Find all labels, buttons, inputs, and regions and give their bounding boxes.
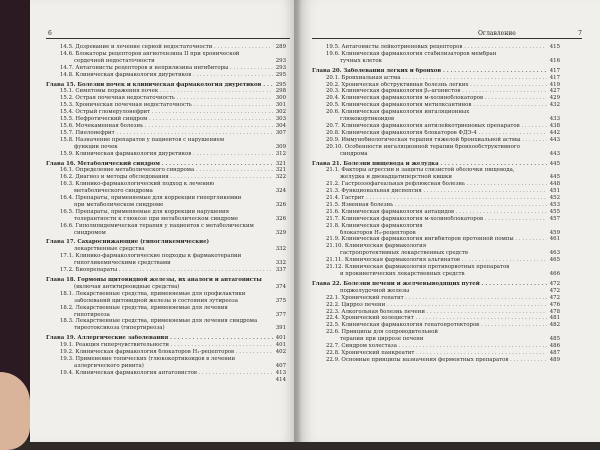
header-rule: [46, 38, 290, 39]
toc-entry-title: 16.2. Диагноз и методы обследования . . .: [60, 174, 273, 181]
toc-entry: [312, 271, 560, 278]
toc-entry: [46, 102, 286, 109]
toc-entry-page: 415: [549, 44, 560, 50]
toc-entry-page: 457: [549, 215, 560, 222]
toc-entry: [312, 250, 560, 257]
toc-entry-page: [283, 253, 286, 260]
toc-entry-title: 14.6. Блокаторы рецепторов ангиотензина II при хронической: [60, 50, 240, 57]
toc-entry-page: [557, 243, 560, 250]
toc-entry-page: 332: [275, 260, 286, 267]
toc-entry-page: 377: [275, 311, 286, 318]
toc-entry: [312, 230, 560, 237]
toc-entry-page: 481: [549, 315, 560, 322]
toc-entry: [46, 318, 286, 325]
toc-entry-title: 20.6. Клиническая фармакология ингаляционных: [326, 109, 470, 116]
toc-entry-page: 302: [275, 109, 286, 116]
toc-entry-page: 461: [549, 236, 560, 243]
toc-entry-page: 442: [549, 129, 560, 136]
toc-entry: [312, 223, 560, 230]
toc-entry-title: лекарственные средства: [74, 246, 145, 253]
toc-entry: [46, 230, 286, 237]
toc-entry: [46, 58, 286, 65]
toc-entry-page: 391: [275, 325, 286, 332]
toc-entry-page: 487: [549, 349, 560, 356]
toc-entry-title: 15.6. Мочекаменная болезнь . . .: [60, 123, 273, 130]
toc-entry-title: Глава 17. Сахароснижающие (гипогликемические): [46, 239, 210, 246]
toc-list: [312, 44, 560, 364]
toc-entry: [46, 209, 286, 216]
toc-chapter-entry: [312, 68, 560, 75]
toc-entry-page: 309: [275, 143, 286, 150]
toc-entry: [312, 167, 560, 174]
toc-entry-page: 417: [549, 67, 560, 74]
toc-entry: [312, 322, 560, 329]
toc-entry-page: 402: [275, 349, 286, 356]
toc-entry: [46, 223, 286, 230]
toc-entry-title: Глава 21. Болезни пищевода и желудка . . .: [312, 161, 547, 168]
toc-entry-title: 20.5. Клиническая фармакология метилксантинов . . .: [326, 102, 547, 109]
toc-entry: [46, 325, 286, 332]
toc-entry-title: 15.4. Острый гломерулонефрит . . .: [60, 109, 273, 116]
toc-entry-title: 19.3. Применение топических (глюкокортикоидов в лечении: [60, 355, 236, 362]
toc-entry-page: 417: [549, 74, 560, 81]
toc-entry-page: 413: [275, 369, 286, 376]
toc-entry-page: [283, 209, 286, 216]
toc-entry: [46, 356, 286, 363]
toc-entry-title: 21.10. Клиническая фармакология: [326, 243, 427, 250]
toc-entry-title: 15.7. Пиелонефрит . . .: [60, 130, 273, 137]
toc-entry: [46, 305, 286, 312]
toc-entry-page: 322: [275, 174, 286, 181]
toc-entry-title: тучных клеток: [340, 57, 382, 64]
toc-entry-page: 401: [275, 342, 286, 349]
toc-entry-title: 21.12. Клиническая фармакология противорвотных препаратов: [326, 264, 510, 271]
toc-entry-title: 21.1. Факторы агрессии и защиты слизистой оболочки пищевода,: [326, 167, 515, 174]
toc-chapter-entry: [312, 281, 560, 288]
toc-entry: [312, 329, 560, 336]
toc-entry: [46, 188, 286, 195]
toc-entry-page: [557, 223, 560, 230]
toc-entry: [46, 202, 286, 209]
toc-entry-title: 21.4. Гастрит . . .: [326, 195, 547, 202]
toc-entry-title: 16.6. Гиполипидемическая терапия у пациентов с метаболическим: [60, 222, 254, 229]
toc-entry-page: 465: [549, 257, 560, 264]
toc-entry: [46, 298, 286, 305]
toc-entry-page: 486: [549, 343, 560, 350]
toc-entry-page: 445: [549, 160, 560, 167]
toc-entry: [46, 144, 286, 151]
toc-entry-page: [283, 137, 286, 144]
toc-entry-page: [283, 181, 286, 188]
toc-entry: [312, 116, 560, 123]
toc-entry: [46, 246, 286, 253]
toc-entry-title: Глава 22. Болезни печени и желчевыводящих путей . . .: [312, 281, 547, 288]
toc-entry: [312, 264, 560, 271]
toc-entry: [46, 151, 286, 158]
toc-entry-title: (включая антитиреоидные средства): [74, 283, 180, 290]
toc-entry-title: 15.1. Симптомы поражения почек . . .: [60, 88, 273, 95]
toc-entry: [312, 295, 560, 302]
toc-entry: [46, 267, 286, 274]
toc-entry-title: 21.5. Язвенная болезнь . . .: [326, 202, 547, 209]
toc-entry-title: 14.8. Клиническая фармакология диуретиков . . .: [60, 72, 273, 79]
toc-entry-title: толерантности к глюкозе при метаболическом синдроме: [74, 215, 239, 222]
toc-entry: [312, 95, 560, 102]
toc-entry-page: [283, 318, 286, 325]
left-page: [30, 0, 298, 442]
toc-entry-page: 438: [549, 122, 560, 129]
toc-entry: [46, 65, 286, 72]
toc-entry: [312, 75, 560, 82]
toc-entry-page: 414: [275, 376, 286, 383]
toc-entry-title: гипогликемическими средствами: [74, 260, 171, 267]
toc-entry-title: 14.7. Антагонисты рецепторов и неприлизина ингибиторы . . .: [60, 65, 273, 72]
toc-entry-page: 459: [549, 229, 560, 236]
toc-entry-title: 20.7. Клиническая фармакология антилейкотриеновых препаратов . . .: [326, 123, 547, 130]
toc-entry-page: 476: [549, 301, 560, 308]
toc-entry-page: [283, 305, 286, 312]
toc-entry-title: 22.1. Хронический гепатит . . .: [326, 295, 547, 302]
toc-entry: [46, 44, 286, 51]
toc-entry-page: 321: [275, 167, 286, 174]
header-rule: [312, 38, 582, 39]
toc-entry-title: метаболического синдрома: [74, 188, 153, 195]
toc-entry-title: 16.1. Определение метаболического синдрома . . .: [60, 167, 273, 174]
toc-entry-page: 374: [275, 283, 286, 290]
toc-entry: [46, 253, 286, 260]
toc-chapter-entry: [46, 277, 286, 284]
toc-entry-title: 14.5. Дозревание и лечение серной недостаточности . . .: [60, 44, 273, 51]
toc-entry-title: и прокинетических лекарственных средств: [340, 271, 465, 277]
toc-entry: [312, 151, 560, 158]
toc-entry-page: 307: [275, 129, 286, 136]
toc-entry-title: 18.2. Лекарственные средства, применяемые для лечения: [60, 304, 228, 311]
toc-entry: [312, 88, 560, 95]
toc-entry: [46, 167, 286, 174]
toc-entry-title: 22.9. Основные принципы назначения ферментных препаратов . . .: [326, 357, 547, 364]
toc-entry: [312, 236, 560, 243]
toc-list: [46, 44, 286, 384]
toc-entry-title: 20.2. Хроническая обструктивная болезнь легких . . .: [326, 82, 547, 89]
toc-entry-title: функции почек: [74, 143, 118, 150]
toc-entry: [46, 284, 286, 291]
toc-entry-page: 451: [549, 188, 560, 195]
toc-entry-page: 300: [275, 95, 286, 102]
toc-entry: [46, 195, 286, 202]
toc-entry-page: [557, 109, 560, 116]
toc-entry: [312, 350, 560, 357]
toc-entry: [46, 72, 286, 79]
toc-entry-page: 452: [549, 195, 560, 202]
toc-entry-page: 466: [549, 271, 560, 277]
toc-entry: [312, 257, 560, 264]
toc-entry-title: Глава 16. Метаболический синдром . . .: [46, 161, 273, 168]
toc-entry-title: [74, 377, 273, 384]
toc-entry-page: [283, 223, 286, 230]
toc-entry-title: 20.10. Особенности ингаляционной терапии бронхообструктивного: [326, 143, 520, 150]
toc-entry-title: поджелудочной железы: [340, 287, 410, 294]
toc-entry-title: 15.3. Хроническая почечная недостаточность . . .: [60, 102, 273, 109]
toc-entry: [46, 260, 286, 267]
toc-entry: [46, 130, 286, 137]
toc-entry: [312, 343, 560, 350]
toc-entry-page: 455: [549, 208, 560, 215]
toc-entry: [312, 102, 560, 109]
toc-entry: [312, 144, 560, 151]
toc-entry-page: 482: [549, 322, 560, 329]
toc-entry-page: 427: [549, 88, 560, 95]
toc-entry-page: 433: [549, 116, 560, 123]
toc-entry-page: [557, 264, 560, 271]
toc-entry: [46, 116, 286, 123]
toc-entry-title: 15.5. Нефротический синдром . . .: [60, 116, 273, 123]
toc-entry: [312, 123, 560, 130]
toc-entry-page: 321: [275, 160, 286, 167]
toc-entry-title: Глава 20. Заболевания легких и бронхов . . .: [312, 68, 547, 75]
toc-entry: [312, 174, 560, 181]
toc-entry: [312, 188, 560, 195]
toc-entry-page: 485: [549, 336, 560, 343]
toc-entry: [46, 95, 286, 102]
toc-entry-title: 21.2. Гастроэзофагеальная рефлюксная болезнь . . .: [326, 181, 547, 188]
toc-entry: [312, 44, 560, 51]
toc-entry-title: 16.4. Препараты, применяемые для коррекции гипергликемии: [60, 195, 242, 202]
page-number: 6: [48, 30, 52, 37]
toc-entry-title: 21.7. Клиническая фармакология м-холиноблокаторов . . .: [326, 216, 547, 223]
toc-entry: [312, 130, 560, 137]
toc-entry-page: 332: [275, 246, 286, 253]
toc-entry-title: желудка и двенадцатиперстной кишки: [340, 174, 452, 181]
toc-entry: [312, 357, 560, 364]
toc-entry-title: Глава 18. Гормоны щитовидной железы, их аналоги и антагонисты: [46, 277, 262, 283]
toc-entry-page: 337: [275, 267, 286, 274]
toc-entry-title: 15.2. Острая почечная недостаточность . . .: [60, 95, 273, 102]
toc-entry-page: [557, 51, 560, 58]
toc-entry-page: 304: [275, 122, 286, 129]
toc-entry-title: аллергического ринита): [74, 362, 144, 369]
toc-entry: [46, 88, 286, 95]
toc-entry-title: 22.2. Цирроз печени . . .: [326, 302, 547, 309]
toc-entry-page: 448: [549, 181, 560, 188]
toc-entry-page: 293: [275, 64, 286, 71]
toc-entry-page: [283, 51, 286, 58]
running-header: Оглавление: [478, 30, 516, 37]
toc-entry-title: 19.1. Реакция гиперчувствительности . . .: [60, 342, 273, 349]
toc-entry-title: 19.2. Клиническая фармакология блокаторов H₁-рецепторов . . .: [60, 349, 273, 356]
toc-entry-title: заболеваний щитовидной железы и состояния эутиреоза: [74, 297, 238, 304]
toc-entry-title: блокаторов H₂-рецепторов: [340, 229, 416, 236]
toc-entry-title: 20.3. Клиническая фармакология β₂-агонистов . . .: [326, 88, 547, 95]
toc-entry-page: 293: [275, 57, 286, 64]
book-gutter: [294, 0, 302, 442]
toc-entry-title: 16.5. Препараты, применяемые для коррекции нарушения: [60, 208, 230, 215]
toc-entry: [46, 377, 286, 384]
toc-entry-title: 19.4. Клиническая фармакология антагонистов . . .: [60, 370, 273, 377]
toc-entry: [312, 181, 560, 188]
toc-entry-title: Глава 19. Аллергические заболевания . . .: [46, 335, 273, 342]
toc-entry-title: 18.3. Лекарственные средства, применяемые для лечения синдрома: [60, 318, 258, 325]
toc-entry-title: тиреотоксикоза (гипертиреоза): [74, 325, 165, 332]
toc-entry-page: 443: [549, 136, 560, 143]
toc-entry-page: [283, 195, 286, 202]
toc-entry-page: 453: [549, 201, 560, 208]
toc-entry-page: 295: [275, 81, 286, 88]
toc-entry-page: [283, 291, 286, 298]
toc-entry: [312, 202, 560, 209]
toc-entry-page: [557, 144, 560, 151]
toc-entry-page: [283, 356, 286, 363]
toc-entry-page: 326: [275, 201, 286, 208]
toc-entry-page: [283, 277, 286, 284]
toc-entry-page: 301: [275, 102, 286, 109]
toc-entry-page: [283, 239, 286, 246]
toc-entry-page: 401: [275, 335, 286, 342]
toc-entry-page: 375: [275, 297, 286, 304]
toc-entry-title: 22.3. Алкогольная болезнь печени . . .: [326, 309, 547, 316]
toc-entry: [46, 137, 286, 144]
toc-entry: [312, 243, 560, 250]
toc-entry-page: [557, 329, 560, 336]
toc-entry-page: 419: [549, 81, 560, 88]
toc-entry-title: 20.9. Иммунобиологическая терапия тяжелой бронхиальной астмы . . .: [326, 137, 547, 144]
toc-entry: [46, 312, 286, 319]
toc-entry-page: 489: [549, 356, 560, 363]
toc-entry-title: 21.9. Клиническая фармакология ингибиторов протонной помпы . . .: [326, 236, 547, 243]
toc-entry-page: 303: [275, 116, 286, 123]
toc-entry: [312, 195, 560, 202]
toc-entry-page: 472: [549, 287, 560, 294]
toc-entry-page: 429: [549, 95, 560, 102]
toc-entry-title: 17.2. Биопрепараты . . .: [60, 267, 273, 274]
toc-entry-title: гипотиреоза: [74, 311, 110, 318]
toc-entry-title: 15.9. Клиническая фармакология диуретиков . . .: [60, 151, 273, 158]
toc-entry-page: [557, 167, 560, 174]
toc-entry-page: 445: [549, 174, 560, 181]
toc-entry: [46, 291, 286, 298]
toc-entry: [46, 363, 286, 370]
toc-entry: [312, 336, 560, 343]
toc-entry-title: 15.8. Назначение препаратов у пациентов с нарушением: [60, 136, 225, 143]
toc-entry-title: терапии при циррозе печени: [340, 336, 424, 343]
toc-entry-title: 22.5. Клиническая фармакология гепатопротекторов . . .: [326, 322, 547, 329]
toc-entry-title: 22.8. Хронический панкреатит . . .: [326, 350, 547, 357]
toc-entry: [46, 370, 286, 377]
toc-entry: [46, 174, 286, 181]
toc-entry-title: при метаболическом синдроме: [74, 201, 164, 208]
toc-entry-page: 295: [275, 71, 286, 78]
toc-entry-title: 22.4. Хронический холецистит . . .: [326, 315, 547, 322]
toc-chapter-entry: [46, 239, 286, 246]
toc-entry-page: 478: [549, 308, 560, 315]
toc-entry-page: 443: [549, 150, 560, 157]
toc-entry-page: 472: [549, 280, 560, 287]
toc-entry-title: 21.6. Клиническая фармакология антацидов . . .: [326, 209, 547, 216]
toc-chapter-entry: [46, 82, 286, 89]
toc-entry-title: 22.6. Принципы для сопроводительной: [326, 329, 438, 336]
toc-entry-page: 324: [275, 188, 286, 195]
toc-entry: [46, 181, 286, 188]
toc-entry-title: 19.5. Антагонисты лейкотриеновых рецепторов . . .: [326, 44, 547, 51]
toc-entry: [312, 51, 560, 58]
toc-entry-title: 17.1. Клинико-фармакологические подходы к фармакотерапии: [60, 253, 242, 260]
toc-entry-page: 463: [549, 250, 560, 257]
toc-entry: [312, 82, 560, 89]
toc-entry-title: 21.11. Клиническая фармакология альгинатов . . .: [326, 257, 547, 264]
toc-entry-title: 22.7. Синдром холестаза . . .: [326, 343, 547, 350]
toc-entry-page: 416: [549, 57, 560, 64]
toc-entry-title: синдрома: [340, 150, 368, 157]
toc-entry: [312, 209, 560, 216]
toc-entry: [46, 216, 286, 223]
toc-entry: [312, 137, 560, 144]
toc-entry: [46, 349, 286, 356]
toc-entry-title: Глава 15. Болезни почек и клиническая фармакология диуретиков . . .: [46, 82, 273, 89]
toc-entry-title: 21.3. Функциональная диспепсия . . .: [326, 188, 547, 195]
page-number: 7: [578, 30, 582, 37]
toc-entry: [46, 109, 286, 116]
toc-entry-title: 19.6. Клиническая фармакология стабилизаторов мембран: [326, 50, 497, 57]
toc-entry: [312, 109, 560, 116]
toc-chapter-entry: [312, 161, 560, 168]
toc-entry-title: глюкокортикоидов: [340, 116, 395, 123]
toc-entry: [312, 216, 560, 223]
toc-entry-page: 472: [549, 294, 560, 301]
toc-entry: [312, 288, 560, 295]
toc-entry: [312, 58, 560, 65]
toc-entry: [46, 123, 286, 130]
toc-chapter-entry: [46, 335, 286, 342]
toc-entry-title: 20.8. Клиническая фармакология блокаторов ФДЭ-4 . . .: [326, 130, 547, 137]
toc-entry-page: 407: [275, 362, 286, 369]
toc-entry: [312, 309, 560, 316]
toc-entry-title: 18.1. Лекарственные средства, применяемые для профилактики: [60, 290, 246, 297]
toc-entry: [46, 342, 286, 349]
right-page: [298, 0, 600, 442]
toc-entry-page: 432: [549, 102, 560, 109]
toc-entry-title: 20.1. Бронхиальная астма . . .: [326, 75, 547, 82]
toc-entry-page: 326: [275, 215, 286, 222]
toc-entry-page: 312: [275, 150, 286, 157]
toc-entry-title: сердечной недостаточности: [74, 57, 155, 64]
toc-entry-title: гастропротективных лекарственных средств: [340, 250, 468, 257]
toc-entry-title: синдромом: [74, 229, 106, 236]
toc-entry-title: 21.8. Клиническая фармакология: [326, 222, 423, 229]
toc-chapter-entry: [46, 161, 286, 168]
toc-entry-page: 289: [275, 44, 286, 50]
toc-entry: [312, 302, 560, 309]
toc-entry: [46, 51, 286, 58]
toc-entry-page: 298: [275, 88, 286, 95]
toc-entry-title: 20.4. Клиническая фармакология м-холиноблокаторов . . .: [326, 95, 547, 102]
toc-entry-title: 16.3. Клинико-фармакологический подход к лечению: [60, 181, 215, 188]
toc-entry: [312, 315, 560, 322]
toc-entry-page: 329: [275, 229, 286, 236]
